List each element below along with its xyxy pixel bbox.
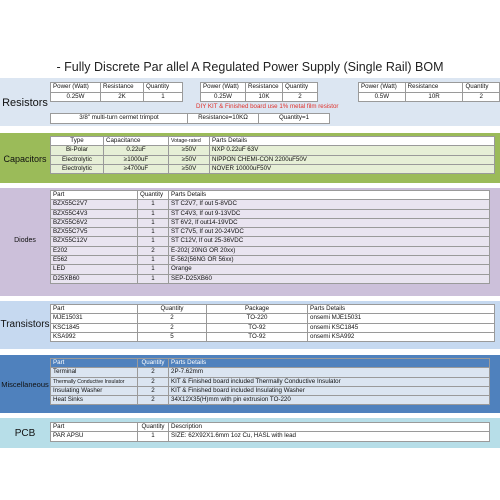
pcb-qty: 1 bbox=[138, 432, 169, 441]
cap-capacitance: 0.22uF bbox=[104, 146, 169, 155]
cap-capacitance: ≥1000uF bbox=[104, 155, 169, 164]
misc-part: Heat Sinks bbox=[51, 396, 138, 405]
diode-part: LED bbox=[51, 265, 138, 274]
diode-details: ST C12V, If out 25-36VDC bbox=[169, 237, 490, 246]
trimpot-resistance: Resistance=10KΩ bbox=[188, 114, 259, 124]
trimpot-row bbox=[50, 113, 330, 124]
diode-details: SEP-D25XB60 bbox=[169, 274, 490, 283]
diode-qty: 1 bbox=[138, 218, 169, 227]
trans-part: KSC1845 bbox=[51, 323, 138, 332]
diode-part: BZX55C7V5 bbox=[51, 228, 138, 237]
misc-header-details: Parts Details bbox=[169, 359, 490, 368]
diode-qty: 1 bbox=[138, 228, 169, 237]
diodes-table bbox=[50, 190, 490, 284]
cap-voltage: ≥50V bbox=[169, 164, 210, 173]
transistors-table bbox=[50, 304, 495, 342]
misc-header-quantity: Quantity bbox=[138, 359, 169, 368]
res-header-resistance: Resistance bbox=[246, 83, 283, 93]
pcb-description: SIZE: 62X92X1.6mm 1oz Cu, HASL with lead bbox=[169, 432, 490, 441]
cap-header-voltage: Votage-rated bbox=[169, 137, 210, 146]
res-header-quantity: Quantity bbox=[144, 83, 183, 93]
resistor-group-3 bbox=[358, 82, 500, 102]
trans-qty: 2 bbox=[138, 323, 207, 332]
diode-qty: 1 bbox=[138, 200, 169, 209]
cap-header-details: Parts Details bbox=[210, 137, 495, 146]
cap-voltage: ≥50V bbox=[169, 155, 210, 164]
misc-part: Thermally Conductive Insulator bbox=[51, 377, 138, 386]
trans-details: onsemi MJE15031 bbox=[308, 314, 495, 323]
diode-details: ST C2V7, If out 5-8VDC bbox=[169, 200, 490, 209]
diode-part: E202 bbox=[51, 246, 138, 255]
trans-details: onsemi KSC1845 bbox=[308, 323, 495, 332]
diode-qty: 1 bbox=[138, 209, 169, 218]
trans-qty: 5 bbox=[138, 332, 207, 341]
diode-details: ST C4V3, If out 9-13VDC bbox=[169, 209, 490, 218]
pcb-table bbox=[50, 422, 490, 442]
diode-qty: 1 bbox=[138, 274, 169, 283]
misc-details: KIT & Finished board included Thermally Conductive Insulator bbox=[169, 377, 490, 386]
diode-part: BZX55C4V3 bbox=[51, 209, 138, 218]
trans-package: TO-92 bbox=[207, 323, 308, 332]
misc-details: 34X12X35(H)mm with pin extrusion TO-220 bbox=[169, 396, 490, 405]
diode-details: Orange bbox=[169, 265, 490, 274]
misc-qty: 2 bbox=[138, 386, 169, 395]
page-title: - Fully Discrete Par allel A Regulated Power Supply (Single Rail) BOM bbox=[56, 60, 444, 74]
diode-qty: 1 bbox=[138, 237, 169, 246]
cap-capacitance: ≥4700uF bbox=[104, 164, 169, 173]
res-qty: 2 bbox=[463, 92, 500, 102]
misc-section-label: Miscellaneous bbox=[1, 379, 49, 389]
trans-part: KSA992 bbox=[51, 332, 138, 341]
capacitors-table bbox=[50, 136, 495, 174]
misc-qty: 2 bbox=[138, 377, 169, 386]
pcb-header-description: Description bbox=[169, 423, 490, 432]
trans-details: onsemi KSA992 bbox=[308, 332, 495, 341]
resistor-group-1 bbox=[50, 82, 183, 102]
trimpot-quantity: Quantity=1 bbox=[259, 114, 330, 124]
res-header-resistance: Resistance bbox=[101, 83, 144, 93]
resistors-section-label: Resistors bbox=[2, 97, 48, 109]
res-resistance: 10K bbox=[246, 92, 283, 102]
resistor-group-2 bbox=[200, 82, 318, 102]
cap-details: NOVER 10000uF50V bbox=[210, 164, 495, 173]
res-qty: 1 bbox=[144, 92, 183, 102]
diode-part: BZX55C6V2 bbox=[51, 218, 138, 227]
diode-part: BZX55C2V7 bbox=[51, 200, 138, 209]
trans-header-quantity: Quantity bbox=[138, 305, 207, 314]
res-header-power: Power (Watt) bbox=[51, 83, 101, 93]
trans-package: TO-92 bbox=[207, 332, 308, 341]
cap-header-capacitance: Capacitance bbox=[104, 137, 169, 146]
diode-details: E-562(56NG OR 56xx) bbox=[169, 256, 490, 265]
res-resistance: 2K bbox=[101, 92, 144, 102]
misc-part: Insulating Washer bbox=[51, 386, 138, 395]
res-qty: 2 bbox=[283, 92, 318, 102]
cap-details: NIPPON CHEMI-CON 2200uF50V bbox=[210, 155, 495, 164]
res-power: 0.25W bbox=[201, 92, 246, 102]
diode-part: E562 bbox=[51, 256, 138, 265]
diode-qty: 2 bbox=[138, 246, 169, 255]
cap-type: Bi-Polar bbox=[51, 146, 104, 155]
trimpot-desc: 3/8" multi-turn cermet trimpot bbox=[51, 114, 188, 124]
diode-part: BZX55C12V bbox=[51, 237, 138, 246]
res-header-quantity: Quantity bbox=[463, 83, 500, 93]
misc-header-part: Part bbox=[51, 359, 138, 368]
diode-qty: 1 bbox=[138, 256, 169, 265]
trans-header-package: Package bbox=[207, 305, 308, 314]
pcb-section-label: PCB bbox=[14, 427, 36, 439]
pcb-header-quantity: Quantity bbox=[138, 423, 169, 432]
misc-part: Terminal bbox=[51, 368, 138, 377]
res-power: 0.25W bbox=[51, 92, 101, 102]
res-header-quantity: Quantity bbox=[283, 83, 318, 93]
diode-details: ST C7V5, If out 20-24VDC bbox=[169, 228, 490, 237]
resistor-note: DIY KIT & Finished board use 1% metal film resistor bbox=[196, 103, 339, 110]
misc-qty: 2 bbox=[138, 368, 169, 377]
cap-details: NXP 0.22uF 63V bbox=[210, 146, 495, 155]
capacitors-section-label: Capacitors bbox=[3, 154, 47, 164]
res-power: 0.5W bbox=[359, 92, 406, 102]
diode-details: ST 6V2, If out14-19VDC bbox=[169, 218, 490, 227]
diode-header-part: Part bbox=[51, 191, 138, 200]
cap-header-type: Type bbox=[51, 137, 104, 146]
cap-voltage: ≥50V bbox=[169, 146, 210, 155]
res-header-power: Power (Watt) bbox=[359, 83, 406, 93]
trans-part: MJE15031 bbox=[51, 314, 138, 323]
diode-details: E-202( 20NG OR 20xx) bbox=[169, 246, 490, 255]
trans-package: TO-220 bbox=[207, 314, 308, 323]
diode-header-details: Parts Details bbox=[169, 191, 490, 200]
cap-type: Electrolytic bbox=[51, 155, 104, 164]
pcb-part: PAR APSU bbox=[51, 432, 138, 441]
pcb-header-part: Part bbox=[51, 423, 138, 432]
diodes-section-label: Diodes bbox=[14, 236, 36, 244]
misc-details: 2P-7.62mm bbox=[169, 368, 490, 377]
res-resistance: 10R bbox=[405, 92, 463, 102]
diode-header-quantity: Quantity bbox=[138, 191, 169, 200]
trans-header-details: Parts Details bbox=[308, 305, 495, 314]
misc-table bbox=[50, 358, 490, 405]
diode-qty: 1 bbox=[138, 265, 169, 274]
cap-type: Electrolytic bbox=[51, 164, 104, 173]
diode-part: D25XB60 bbox=[51, 274, 138, 283]
trans-qty: 2 bbox=[138, 314, 207, 323]
res-header-power: Power (Watt) bbox=[201, 83, 246, 93]
misc-details: KIT & Finished board included Insulating Washer bbox=[169, 386, 490, 395]
res-header-resistance: Resistance bbox=[405, 83, 463, 93]
trans-header-part: Part bbox=[51, 305, 138, 314]
misc-qty: 2 bbox=[138, 396, 169, 405]
transistors-section-label: Transistors bbox=[0, 318, 50, 330]
